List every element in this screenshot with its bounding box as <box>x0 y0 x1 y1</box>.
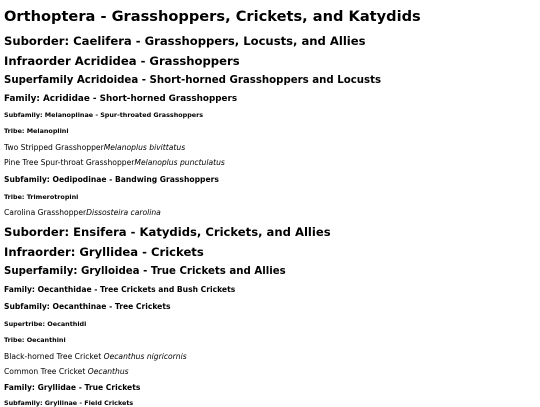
superfamily-heading: Superfamily Acridoidea - Short-horned Grasshoppers and Locusts <box>4 75 382 86</box>
infraorder-heading: Infraorder: Gryllidea - Crickets <box>4 245 204 259</box>
species-common-name: Common Tree Cricket <box>4 367 88 376</box>
family-heading: Family: Gryllidae - True Crickets <box>4 383 141 392</box>
species-scientific-name: Oecanthus <box>87 367 129 376</box>
species-common-name: Carolina Grasshopper <box>4 208 87 217</box>
suborder-heading: Suborder: Ensifera - Katydids, Crickets, and Allies <box>4 225 331 239</box>
infraorder-heading: Infraorder Acrididea - Grasshoppers <box>4 54 240 68</box>
species-entry <box>4 158 225 167</box>
species-scientific-name: Dissosteira carolina <box>86 208 161 217</box>
suborder-heading: Suborder: Caelifera - Grasshoppers, Locusts, and Allies <box>4 34 366 48</box>
subfamily-heading: Subfamily: Melanoplinae - Spur-throated Grasshoppers <box>4 111 204 119</box>
species-scientific-name: Oecanthus nigricornis <box>103 352 187 361</box>
family-heading: Family: Acrididae - Short-horned Grasshoppers <box>4 94 238 104</box>
subfamily-heading: Subfamily: Oedipodinae - Bandwing Grasshoppers <box>4 175 219 184</box>
tribe-heading: Tribe: Oecanthini <box>4 336 66 344</box>
species-common-name: Pine Tree Spur-throat Grasshopper <box>4 158 135 167</box>
species-entry <box>4 352 187 361</box>
species-common-name: Two Stripped Grasshopper <box>4 143 104 152</box>
species-scientific-name: Melanoplus bivittatus <box>103 143 186 152</box>
order-heading: Orthoptera - Grasshoppers, Crickets, and Katydids <box>4 8 421 25</box>
species-entry <box>4 208 161 217</box>
subfamily-heading: Subfamily: Gryllinae - Field Crickets <box>4 399 134 407</box>
species-entry <box>4 143 185 152</box>
family-heading: Family: Oecanthidae - Tree Crickets and Bush Crickets <box>4 285 236 294</box>
supertribe-heading: Supertribe: Oecanthidi <box>4 320 87 328</box>
species-common-name: Black-horned Tree Cricket <box>4 352 104 361</box>
tribe-heading: Tribe: Trimerotropini <box>4 193 79 201</box>
species-scientific-name: Melanoplus punctulatus <box>134 158 225 167</box>
species-entry <box>4 367 129 376</box>
subfamily-heading: Subfamily: Oecanthinae - Tree Crickets <box>4 302 171 311</box>
tribe-heading: Tribe: Melanoplini <box>4 127 69 135</box>
superfamily-heading: Superfamily: Grylloidea - True Crickets and Allies <box>4 266 286 277</box>
